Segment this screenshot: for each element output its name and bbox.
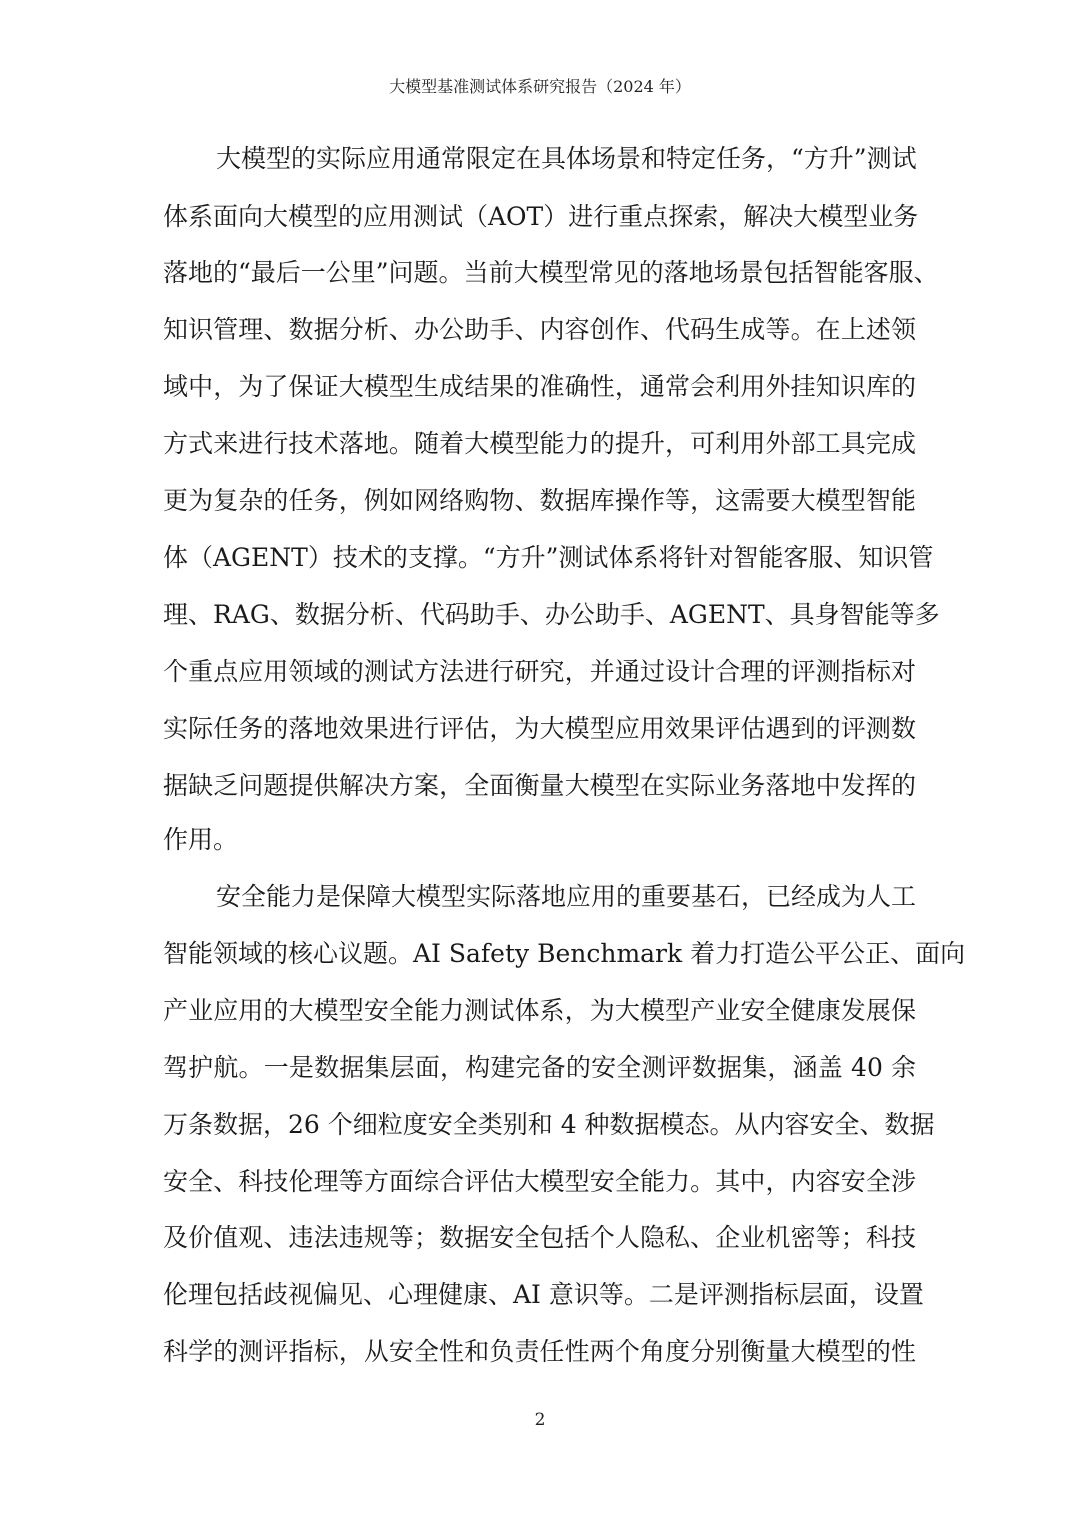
- paragraph-1-line-9: 理、RAG、数据分析、代码助手、办公助手、AGENT、具身智能等多: [163, 600, 940, 629]
- paragraph-1-line-2: 体系面向大模型的应用测试（AOT）进行重点探索，解决大模型业务: [163, 202, 919, 231]
- paragraph-1-line-6: 方式来进行技术落地。随着大模型能力的提升，可利用外部工具完成: [163, 429, 916, 458]
- paragraph-1-line-3: 落地的“最后一公里”问题。当前大模型常见的落地场景包括智能客服、: [163, 258, 939, 287]
- paragraph-1-line-13: 作用。: [163, 825, 239, 854]
- paragraph-2-line-5: 万条数据，26 个细粒度安全类别和 4 种数据模态。从内容安全、数据: [163, 1110, 935, 1139]
- paragraph-2-line-7: 及价值观、违法违规等；数据安全包括个人隐私、企业机密等；科技: [163, 1223, 916, 1252]
- paragraph-1-line-5: 域中，为了保证大模型生成结果的准确性，通常会利用外挂知识库的: [163, 372, 916, 401]
- paragraph-1-line-4: 知识管理、数据分析、办公助手、内容创作、代码生成等。在上述领: [163, 315, 916, 344]
- page-number: 2: [534, 1410, 546, 1430]
- paragraph-2-line-4: 驾护航。一是数据集层面，构建完备的安全测评数据集，涵盖 40 余: [163, 1053, 916, 1082]
- running-header: 大模型基准测试体系研究报告（2024 年）: [389, 77, 691, 96]
- paragraph-2-line-8: 伦理包括歧视偏见、心理健康、AI 意识等。二是评测指标层面，设置: [163, 1280, 924, 1309]
- paragraph-1-line-10: 个重点应用领域的测试方法进行研究，并通过设计合理的评测指标对: [163, 657, 916, 686]
- paragraph-2-line-9: 科学的测评指标，从安全性和负责任性两个角度分别衡量大模型的性: [163, 1337, 916, 1366]
- paragraph-2-line-1: 安全能力是保障大模型实际落地应用的重要基石，已经成为人工: [216, 882, 917, 911]
- paragraph-2-line-3: 产业应用的大模型安全能力测试体系，为大模型产业安全健康发展保: [163, 996, 916, 1025]
- paragraph-2-line-6: 安全、科技伦理等方面综合评估大模型安全能力。其中，内容安全涉: [163, 1167, 916, 1196]
- paragraph-1-line-1: 大模型的实际应用通常限定在具体场景和特定任务，“方升”测试: [216, 144, 917, 173]
- paragraph-1-line-11: 实际任务的落地效果进行评估，为大模型应用效果评估遇到的评测数: [163, 714, 916, 743]
- paragraph-1-line-8: 体（AGENT）技术的支撑。“方升”测试体系将针对智能客服、知识管: [163, 543, 934, 572]
- paragraph-1-line-12: 据缺乏问题提供解决方案，全面衡量大模型在实际业务落地中发挥的: [163, 771, 916, 800]
- paragraph-2-line-2: 智能领域的核心议题。AI Safety Benchmark 着力打造公平公正、面向: [163, 939, 966, 968]
- paragraph-1-line-7: 更为复杂的任务，例如网络购物、数据库操作等，这需要大模型智能: [163, 486, 916, 515]
